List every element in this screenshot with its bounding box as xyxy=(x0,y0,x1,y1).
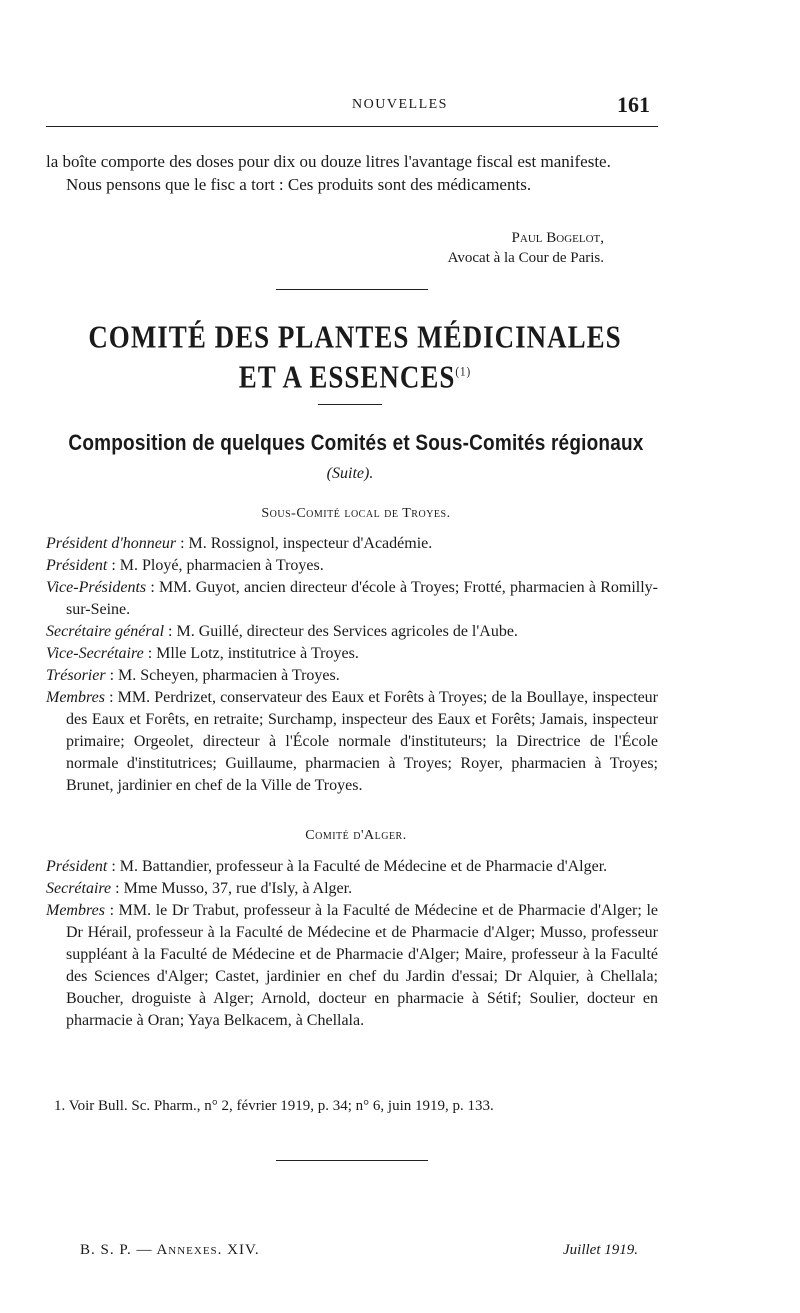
footer-right: Juillet 1919. xyxy=(563,1242,638,1258)
divider-title xyxy=(318,404,382,405)
divider-top xyxy=(276,289,428,290)
list-item: Président : M. Ployé, pharmacien à Troyes. xyxy=(46,557,324,574)
section-title-text: ET A ESSENCES xyxy=(238,359,456,395)
signature xyxy=(448,228,604,268)
list-item: Vice-Présidents : MM. Guyot, ancien directeur d'école à Troyes; Frotté, pharmacien à Romilly-sur-Seine. xyxy=(46,579,658,618)
list-item: Président : M. Battandier, professeur à la Faculté de Médecine et de Pharmacie d'Alger. xyxy=(46,858,608,875)
troyes-list xyxy=(46,533,658,797)
footer-left: B. S. P. — Annexes. XIV. xyxy=(80,1242,260,1258)
list-item: Membres : MM. Perdrizet, conservateur des Eaux et Forêts à Troyes; de la Boullaye, inspecteur des Eaux et Forêts, en retraite; Surchamp, inspecteur des Eaux et Forêts; Jamais, inspecteur primaire; Orgeolet, directeur à l'École normale d'instituteurs; la Directrice de l'École normale d'institutrices; Guillaume, pharmacien à Troyes; Royer, pharmacien à Troyes; Brunet, jardinier en chef de la Ville de Troyes. xyxy=(46,689,658,794)
signature-name: Paul Bogelot, xyxy=(511,230,604,246)
intro-paragraph-1: la boîte comporte des doses pour dix ou douze litres l'avantage fiscal est manifeste. xyxy=(46,152,611,171)
header-rule xyxy=(46,126,658,127)
troyes-heading: Sous-Comité local de Troyes. xyxy=(261,506,451,521)
running-header: NOUVELLES xyxy=(352,97,448,112)
page-number: 161 xyxy=(617,92,650,117)
list-item: Vice-Secrétaire : Mlle Lotz, institutrice à Troyes. xyxy=(46,645,359,662)
divider-bottom xyxy=(276,1160,428,1161)
list-item: Trésorier : M. Scheyen, pharmacien à Troyes. xyxy=(46,667,340,684)
signature-title: Avocat à la Cour de Paris. xyxy=(447,250,604,266)
footnote: 1. Voir Bull. Sc. Pharm., n° 2, février 1919, p. 34; n° 6, juin 1919, p. 133. xyxy=(54,1098,494,1114)
alger-heading: Comité d'Alger. xyxy=(305,828,407,843)
intro-paragraph-2: Nous pensons que le fisc a tort : Ces produits sont des médicaments. xyxy=(66,175,532,194)
list-item: Secrétaire : Mme Musso, 37, rue d'Isly, à Alger. xyxy=(46,880,353,897)
section-title-note: (1) xyxy=(455,365,472,380)
alger-list xyxy=(46,856,658,1032)
suite-label: (Suite). xyxy=(326,465,374,482)
list-item: Membres : MM. le Dr Trabut, professeur à la Faculté de Médecine et de Pharmacie d'Alger; le Dr Hérail, professeur à la Faculté de Médecine et de Pharmacie d'Alger; Musso, professeur suppléant à la Faculté de Médecine et de Pharmacie d'Alger; Maire, professeur à la Faculté des Sciences d'Alger; Castet, jardinier en chef du Jardin d'essai; Dr Alquier, à Chellala; Boucher, droguiste à Alger; Arnold, docteur en pharmacie à Sétif; Soulier, docteur en pharmacie à Oran; Yaya Belkacem, à Chellala. xyxy=(46,902,658,1029)
section-subtitle: Composition de quelques Comités et Sous-Comités régionaux xyxy=(68,431,644,456)
section-title-line-1: COMITÉ DES PLANTES MÉDICINALES xyxy=(88,319,622,355)
list-item: Secrétaire général : M. Guillé, directeur des Services agricoles de l'Aube. xyxy=(46,623,518,640)
intro-text xyxy=(46,150,658,196)
list-item: Président d'honneur : M. Rossignol, inspecteur d'Académie. xyxy=(46,535,433,552)
section-title-line-2 xyxy=(0,359,710,396)
